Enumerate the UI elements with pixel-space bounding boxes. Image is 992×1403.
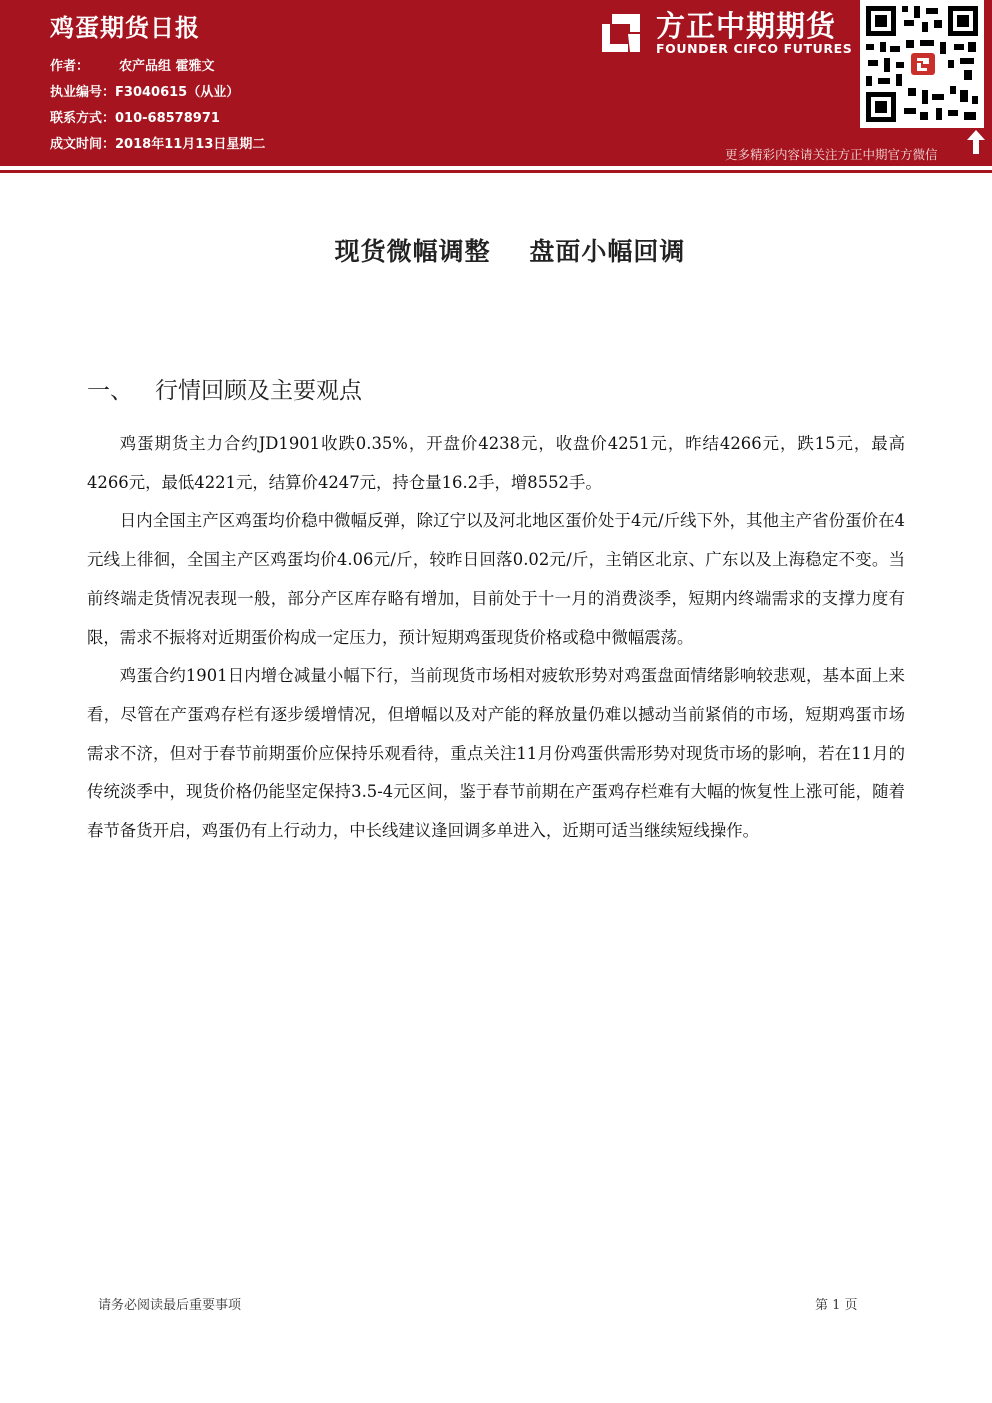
up-arrow-icon	[966, 129, 986, 155]
document-title: 现货微幅调整 盘面小幅回调	[334, 237, 686, 266]
license-line	[50, 81, 239, 100]
author-label: 作者：	[50, 59, 90, 74]
body-text	[87, 425, 905, 851]
qr-code-icon[interactable]	[860, 0, 984, 128]
paragraph: 鸡蛋合约1901日内增仓减量小幅下行，当前现货市场相对疲软形势对鸡蛋盘面情绪影响较悲观，基本面上来看，尽管在产蛋鸡存栏有逐步缓增情况，但增幅以及对产能的释放量仍难以撼动当前紧俏的市场，短期鸡蛋市场需求不济，但对于春节前期蛋价应保持乐观看待，重点关注11月份鸡蛋供需形势对现货市场的影响，若在11月的传统淡季中，现货价格仍能坚定保持3.5-4元区间，鉴于春节前期在产蛋鸡存栏难有大幅的恢复性上涨可能，随着春节备货开启，鸡蛋仍有上行动力，中长线建议逢回调多单进入，近期可适当继续短线操作。	[87, 666, 905, 841]
founder-logo-icon	[598, 10, 644, 56]
license-label: 执业编号：	[50, 85, 116, 100]
report-title: 鸡蛋期货日报	[50, 14, 200, 42]
date-line	[50, 133, 265, 152]
date-value: 2018年11月13日星期二	[115, 137, 266, 152]
section-title: 行情回顾及主要观点	[155, 378, 362, 404]
page-number: 第 1 页	[815, 1298, 858, 1313]
contact-line	[50, 107, 220, 126]
contact-value: 010-68578971	[115, 111, 220, 126]
paragraph: 日内全国主产区鸡蛋均价稳中微幅反弹，除辽宁以及河北地区蛋价处于4元/斤线下外，其他主产省份蛋价在4元线上徘徊，全国主产区鸡蛋均价4.06元/斤，较昨日回落0.02元/斤，主销区北京、广东以及上海稳定不变。当前终端走货情况表现一般，部分产区库存略有增加，目前处于十一月的消费淡季，短期内终端需求的支撑力度有限，需求不振将对近期蛋价构成一定压力，预计短期鸡蛋现货价格或稳中微幅震荡。	[87, 511, 905, 647]
footer-notice: 请务必阅读最后重要事项	[98, 1298, 242, 1313]
author-value: 农产品组 霍雅文	[119, 59, 215, 74]
header-divider	[0, 170, 992, 173]
brand-name-cn: 方正中期期货	[656, 9, 837, 43]
section-heading	[87, 372, 362, 405]
report-header	[0, 0, 992, 166]
license-value: F3040615（从业）	[115, 85, 240, 100]
contact-label: 联系方式：	[50, 111, 116, 126]
section-number: 一、	[87, 378, 133, 404]
brand-name-en: FOUNDER CIFCO FUTURES	[656, 41, 853, 56]
paragraph: 鸡蛋期货主力合约JD1901收跌0.35%，开盘价4238元，收盘价4251元，昨结4266元，跌15元，最高4266元，最低4221元，结算价4247元，持仓量16.2手，增8552手。	[87, 434, 905, 492]
author-line	[50, 55, 215, 74]
date-label: 成文时间：	[50, 137, 116, 152]
follow-wechat-text: 更多精彩内容请关注方正中期官方微信	[725, 147, 938, 162]
